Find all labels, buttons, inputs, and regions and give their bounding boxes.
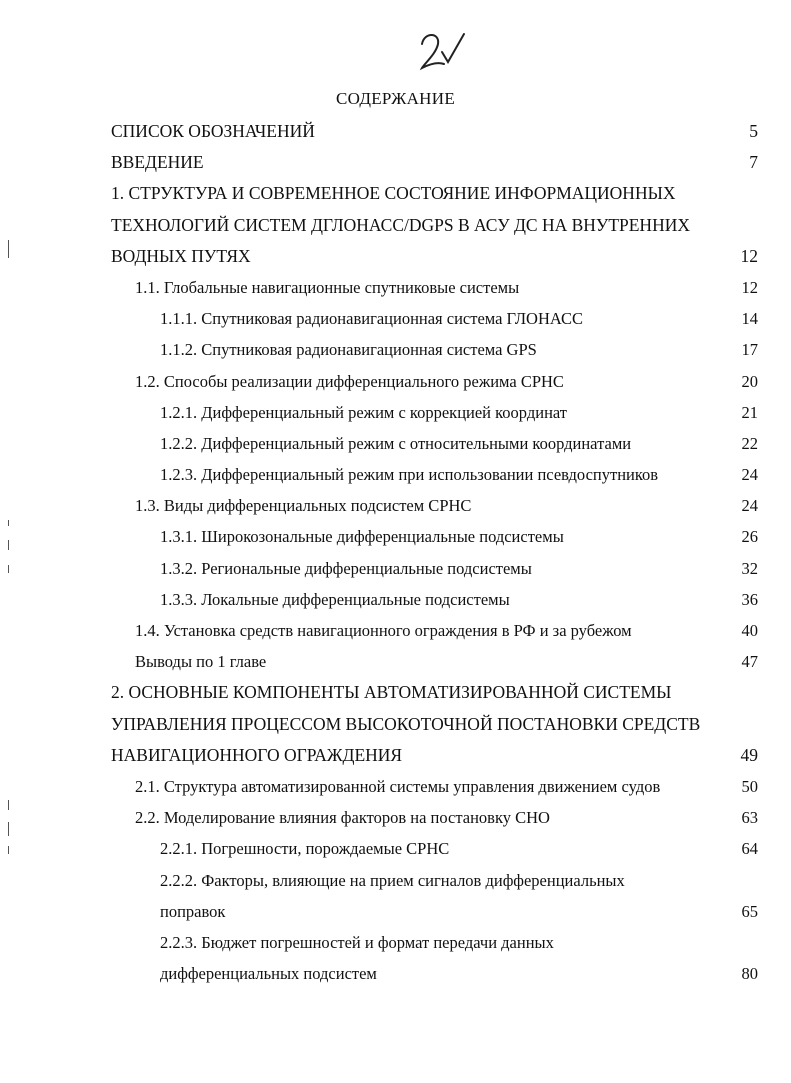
table-of-contents: [111, 116, 758, 989]
toc-entry: [111, 147, 758, 178]
toc-entry-text: СПИСОК ОБОЗНАЧЕНИЙ: [111, 121, 315, 141]
toc-entry-text: 1.2.2. Дифференциальный режим с относительными координатами: [160, 433, 632, 453]
toc-entry: [111, 771, 758, 802]
toc-entry-text: 1.2.3. Дифференциальный режим при использовании псевдоспутников: [160, 465, 659, 485]
toc-entry-page-number: 64: [741, 839, 758, 859]
toc-entry-page-number: 36: [741, 589, 758, 609]
toc-entry: [111, 116, 758, 147]
toc-entry-text: НАВИГАЦИОННОГО ОГРАЖДЕНИЯ: [111, 744, 403, 765]
toc-entry: [111, 802, 758, 833]
page-title: СОДЕРЖАНИЕ: [335, 89, 456, 108]
toc-entry: [111, 927, 758, 958]
toc-entry-text: 1.3.1. Широкозональные дифференциальные подсистемы: [160, 527, 564, 547]
toc-entry-page-number: 22: [741, 433, 758, 453]
toc-entry: [111, 490, 758, 521]
toc-entry: [111, 553, 758, 584]
toc-entry: [111, 334, 758, 365]
toc-entry-text: 2.2.1. Погрешности, порождаемые СРНС: [160, 839, 450, 859]
toc-entry-text: 1.3.3. Локальные дифференциальные подсистемы: [160, 589, 510, 609]
toc-entry: [111, 865, 758, 896]
toc-entry: [111, 428, 758, 459]
toc-entry-text: 1.3. Виды дифференциальных подсистем СРНС: [135, 496, 472, 516]
toc-entry-text: 1.2. Способы реализации дифференциального режима СРНС: [135, 371, 564, 391]
toc-entry-page-number: 63: [741, 808, 758, 828]
toc-entry: [111, 397, 758, 428]
toc-entry: [111, 210, 758, 241]
toc-entry-text: 1. СТРУКТУРА И СОВРЕМЕННОЕ СОСТОЯНИЕ ИНФОРМАЦИОННЫХ: [111, 183, 676, 204]
toc-entry: [111, 677, 758, 708]
toc-entry: [111, 896, 758, 927]
toc-entry-text: 2.2.2. Факторы, влияющие на прием сигналов дифференциальных: [160, 870, 625, 890]
toc-entry-text: 1.3.2. Региональные дифференциальные подсистемы: [160, 558, 532, 578]
handwritten-page-number: [410, 24, 470, 74]
toc-entry-text: 2.2.3. Бюджет погрешностей и формат передачи данных: [160, 932, 554, 952]
toc-entry-text: УПРАВЛЕНИЯ ПРОЦЕССОМ ВЫСОКОТОЧНОЙ ПОСТАНОВКИ СРЕДСТВ: [111, 713, 701, 734]
toc-entry-text: ВВЕДЕНИЕ: [111, 152, 204, 173]
toc-entry-text: 1.1. Глобальные навигационные спутниковые системы: [135, 277, 520, 297]
toc-entry-page-number: 50: [741, 776, 758, 796]
toc-entry: [111, 521, 758, 552]
toc-entry-page-number: 7: [749, 152, 758, 173]
toc-entry: [111, 178, 758, 209]
toc-entry-page-number: 32: [741, 558, 758, 578]
toc-entry-page-number: 40: [741, 621, 758, 640]
toc-entry: [111, 615, 758, 646]
toc-entry: [111, 833, 758, 864]
toc-entry-page-number: 49: [740, 744, 758, 765]
toc-entry-text: 1.1.1. Спутниковая радионавигационная система ГЛОНАСС: [160, 309, 583, 329]
toc-entry-page-number: 14: [741, 309, 758, 329]
toc-entry-text: 1.4. Установка средств навигационного ограждения в РФ и за рубежом: [135, 621, 632, 640]
toc-entry-page-number: 24: [741, 496, 758, 516]
toc-entry-text: ВОДНЫХ ПУТЯХ: [111, 245, 251, 266]
toc-entry-page-number: 24: [741, 465, 758, 485]
toc-entry: [111, 740, 758, 771]
toc-entry-text: 1.2.1. Дифференциальный режим с коррекцией координат: [160, 402, 568, 422]
toc-entry-page-number: 5: [749, 121, 758, 141]
toc-entry-page-number: 17: [741, 340, 758, 360]
toc-entry-page-number: 21: [741, 402, 758, 422]
toc-entry: [111, 646, 758, 677]
toc-entry-text: 2. ОСНОВНЫЕ КОМПОНЕНТЫ АВТОМАТИЗИРОВАННОЙ СИСТЕМЫ: [111, 682, 672, 703]
toc-entry-text: поправок: [160, 901, 226, 921]
toc-entry-page-number: 12: [741, 277, 758, 297]
toc-entry-page-number: 12: [740, 245, 758, 266]
toc-entry-page-number: 65: [741, 901, 758, 921]
toc-entry: [111, 272, 758, 303]
toc-entry-text: Выводы по 1 главе: [135, 652, 267, 672]
toc-entry-text: 2.1. Структура автоматизированной системы управления движением судов: [135, 776, 661, 796]
toc-entry-page-number: 20: [741, 371, 758, 391]
toc-entry-page-number: 47: [741, 652, 758, 672]
toc-entry: [111, 366, 758, 397]
toc-entry: [111, 303, 758, 334]
toc-entry-text: 2.2. Моделирование влияния факторов на постановку СНО: [135, 808, 550, 828]
toc-entry-text: дифференциальных подсистем: [160, 964, 377, 984]
toc-entry-page-number: 26: [741, 527, 758, 547]
toc-entry-text: ТЕХНОЛОГИЙ СИСТЕМ ДГЛОНАСС/DGPS В АСУ ДС НА ВНУТРЕННИХ: [111, 214, 690, 235]
toc-entry: [111, 241, 758, 272]
toc-entry: [111, 958, 758, 989]
toc-entry: [111, 459, 758, 490]
toc-entry-page-number: 80: [741, 964, 758, 984]
toc-entry-text: 1.1.2. Спутниковая радионавигационная система GPS: [160, 340, 537, 360]
toc-entry: [111, 584, 758, 615]
toc-entry: [111, 709, 758, 740]
scan-margin-marks: [0, 0, 20, 1083]
